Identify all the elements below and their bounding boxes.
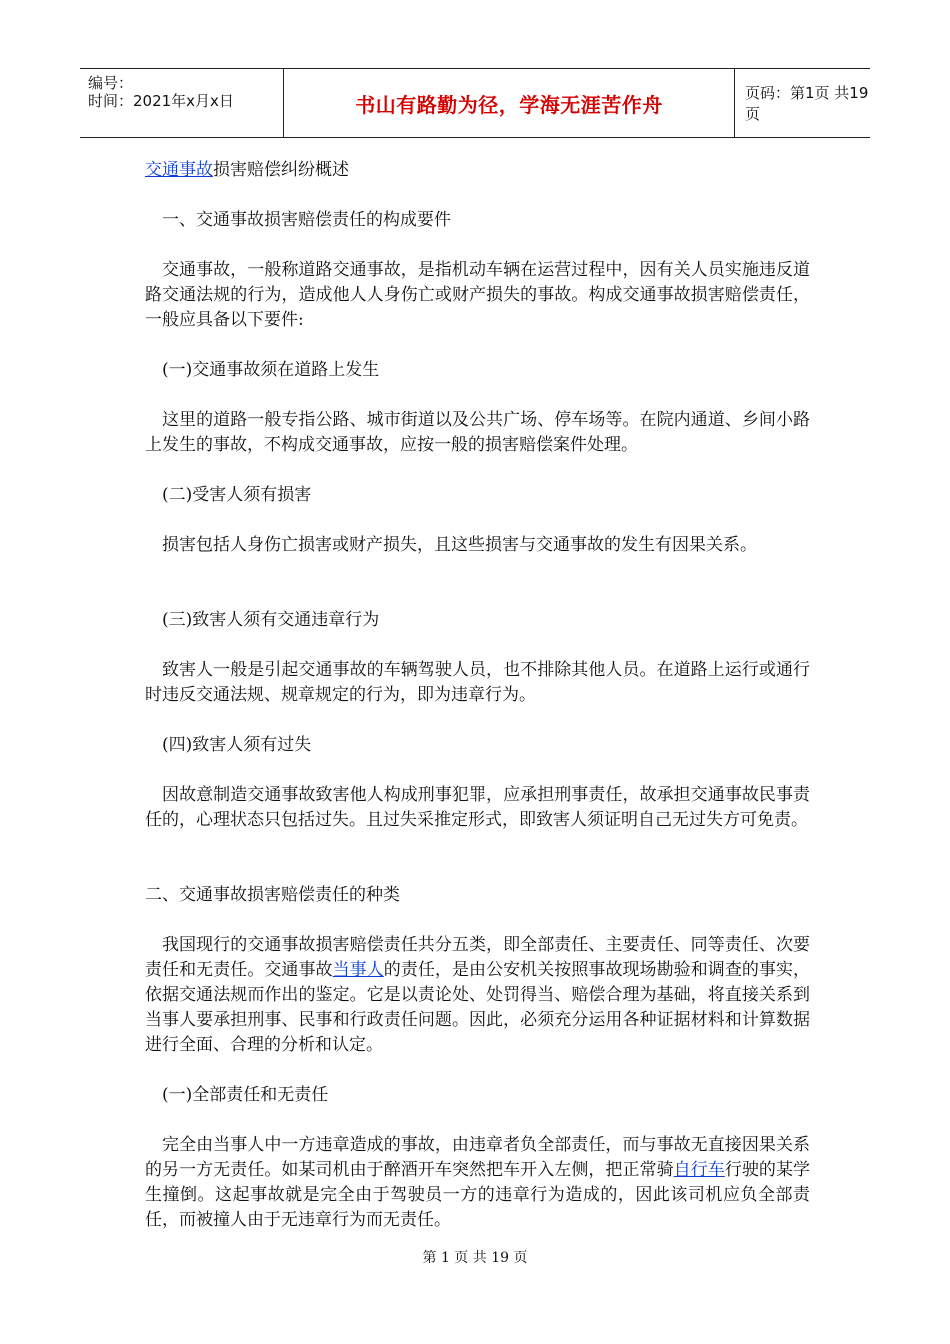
title-link[interactable]: 交通事故 bbox=[145, 160, 213, 180]
page-info: 页码：第1页 共19页 bbox=[745, 84, 869, 123]
paragraph-5: 因故意制造交通事故致害他人构成刑事犯罪，应承担刑事责任，故承担交通事故民事责任的，心理状态只包括过失。且过失采推定形式，即致害人须证明自己无过失方可免责。 bbox=[145, 785, 810, 830]
paragraph-7-part-a: 完全由当事人中一方违章造成的事故，由违章者负全部责任，而与事故无直接因果关系的另一方无责任。如某司机由于醉酒开车突然把车开入左侧，把正常骑 bbox=[145, 1135, 810, 1180]
subheading-4: (四)致害人须有过失 bbox=[162, 735, 312, 755]
section-heading-1: 一、交通事故损害赔偿责任的构成要件 bbox=[162, 210, 451, 230]
page-footer: 第 1 页 共 19 页 bbox=[422, 1250, 528, 1266]
party-link[interactable]: 当事人 bbox=[332, 960, 384, 980]
number-label: 编号： bbox=[88, 74, 134, 92]
date-label: 时间：2021年x月x日 bbox=[88, 92, 234, 110]
paragraph-4: 致害人一般是引起交通事故的车辆驾驶人员，也不排除其他人员。在道路上运行或通行时违反交通法规、规章规定的行为，即为违章行为。 bbox=[145, 660, 810, 705]
paragraph-6-part-b: 的责任，是由公安机关按照事故现场勘验和调查的事实，依据交通法规而作出的鉴定。它是以责论处、处罚得当、赔偿合理为基础，将直接关系到当事人要承担刑事、民事和行政责任问题。因此，必须充分运用各种证据材料和计算数据进行全面、合理的分析和认定。 bbox=[145, 960, 811, 1055]
paragraph-1: 交通事故，一般称道路交通事故，是指机动车辆在运营过程中，因有关人员实施违反道路交通法规的行为，造成他人人身伤亡或财产损失的事故。构成交通事故损害赔偿责任，一般应具备以下要件: bbox=[145, 260, 810, 330]
bicycle-link[interactable]: 自行车 bbox=[673, 1160, 725, 1180]
document-title bbox=[145, 158, 810, 183]
paragraph-2: 这里的道路一般专指公路、城市街道以及公共广场、停车场等。在院内通道、乡间小路上发生的事故，不构成交通事故，应按一般的损害赔偿案件处理。 bbox=[145, 410, 810, 455]
paragraph-6-part-a: 我国现行的交通事故损害赔偿责任共分五类，即全部责任、主要责任、同等责任、次要责任和无责任。交通事故 bbox=[145, 935, 810, 980]
subheading-3: (三)致害人须有交通违章行为 bbox=[162, 610, 380, 630]
subheading-2: (二)受害人须有损害 bbox=[162, 485, 312, 505]
header-table bbox=[80, 68, 870, 138]
subheading-1: (一)交通事故须在道路上发生 bbox=[162, 360, 380, 380]
paragraph-6 bbox=[145, 933, 810, 1058]
paragraph-7-part-b: 行驶的某学生撞倒。这起事故就是完全由于驾驶员一方的违章行为造成的，因此该司机应负全部责任，而被撞人由于无违章行为而无责任。 bbox=[145, 1160, 811, 1230]
header-meta-cell bbox=[80, 69, 283, 137]
section-heading-2: 二、交通事故损害赔偿责任的种类 bbox=[145, 885, 400, 905]
title-rest: 损害赔偿纠纷概述 bbox=[213, 160, 349, 180]
motto: 书山有路勤为径，学海无涯苦作舟 bbox=[283, 69, 735, 137]
subheading-5: (一)全部责任和无责任 bbox=[162, 1085, 329, 1105]
paragraph-3: 损害包括人身伤亡损害或财产损失，且这些损害与交通事故的发生有因果关系。 bbox=[162, 535, 757, 555]
paragraph-7 bbox=[145, 1133, 810, 1233]
